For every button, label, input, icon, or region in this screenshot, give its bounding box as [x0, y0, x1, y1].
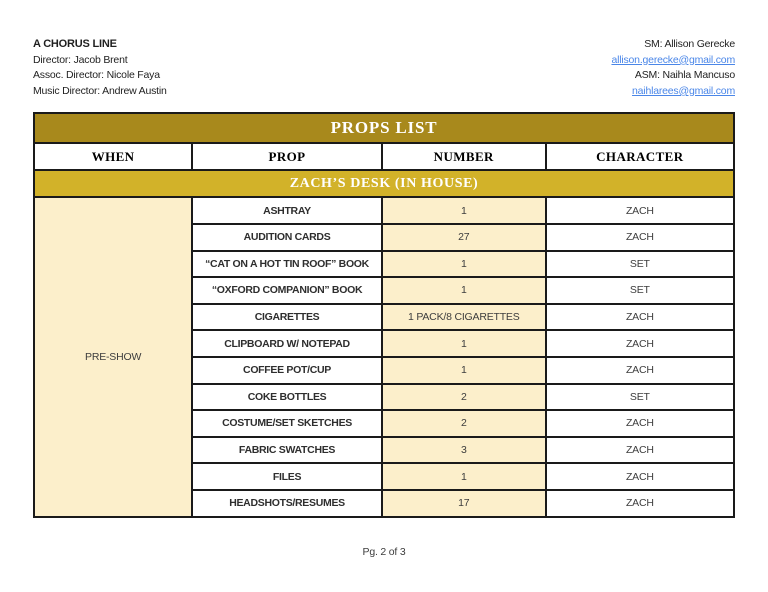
number-cell: 1	[382, 251, 546, 278]
column-header-character: CHARACTER	[546, 143, 734, 170]
table-row	[34, 197, 734, 224]
prop-cell: “CAT ON A HOT TIN ROOF” BOOK	[192, 251, 382, 278]
table-title: PROPS LIST	[34, 113, 734, 143]
prop-cell: COKE BOTTLES	[192, 384, 382, 411]
character-cell: ZACH	[546, 490, 734, 517]
column-header-number: NUMBER	[382, 143, 546, 170]
asm-line: ASM: Naihla Mancuso	[634, 69, 735, 82]
music-director-line: Music Director: Andrew Austin	[33, 84, 167, 97]
prop-cell: FILES	[192, 463, 382, 490]
character-cell: ZACH	[546, 330, 734, 357]
character-cell: SET	[546, 384, 734, 411]
section-header-row	[34, 170, 734, 197]
prop-cell: ASHTRAY	[192, 197, 382, 224]
when-cell: PRE-SHOW	[34, 197, 192, 516]
number-cell: 1	[382, 330, 546, 357]
number-cell: 1	[382, 357, 546, 384]
character-cell: SET	[546, 251, 734, 278]
prop-cell: CLIPBOARD W/ NOTEPAD	[192, 330, 382, 357]
prop-cell: COSTUME/SET SKETCHES	[192, 410, 382, 437]
sm-email-link[interactable]: allison.gerecke@gmail.com	[611, 53, 735, 66]
section-header: ZACH’S DESK (IN HOUSE)	[34, 170, 734, 197]
number-cell: 27	[382, 224, 546, 251]
document-header	[33, 37, 735, 99]
character-cell: ZACH	[546, 304, 734, 331]
number-cell: 3	[382, 437, 546, 464]
character-cell: ZACH	[546, 224, 734, 251]
number-cell: 1	[382, 463, 546, 490]
prop-cell: AUDITION CARDS	[192, 224, 382, 251]
prop-cell: HEADSHOTS/RESUMES	[192, 490, 382, 517]
assoc-director-line: Assoc. Director: Nicole Faya	[33, 69, 160, 82]
number-cell: 2	[382, 384, 546, 411]
character-cell: SET	[546, 277, 734, 304]
character-cell: ZACH	[546, 437, 734, 464]
table-title-row	[34, 113, 734, 143]
column-header-row	[34, 143, 734, 170]
production-info	[33, 37, 167, 99]
number-cell: 1	[382, 277, 546, 304]
asm-email-link[interactable]: naihlarees@gmail.com	[632, 84, 735, 97]
character-cell: ZACH	[546, 357, 734, 384]
prop-cell: FABRIC SWATCHES	[192, 437, 382, 464]
prop-cell: CIGARETTES	[192, 304, 382, 331]
number-cell: 17	[382, 490, 546, 517]
stage-management-info	[611, 37, 735, 99]
number-cell: 1 PACK/8 CIGARETTES	[382, 304, 546, 331]
sm-line: SM: Allison Gerecke	[644, 38, 735, 50]
props-table	[33, 112, 735, 517]
number-cell: 1	[382, 197, 546, 224]
character-cell: ZACH	[546, 410, 734, 437]
page-number: Pg. 2 of 3	[362, 546, 406, 558]
prop-cell: “OXFORD COMPANION” BOOK	[192, 277, 382, 304]
character-cell: ZACH	[546, 463, 734, 490]
column-header-prop: PROP	[192, 143, 382, 170]
show-title: A CHORUS LINE	[33, 38, 117, 50]
character-cell: ZACH	[546, 197, 734, 224]
number-cell: 2	[382, 410, 546, 437]
prop-cell: COFFEE POT/CUP	[192, 357, 382, 384]
column-header-when: WHEN	[34, 143, 192, 170]
director-line: Director: Jacob Brent	[33, 53, 128, 66]
